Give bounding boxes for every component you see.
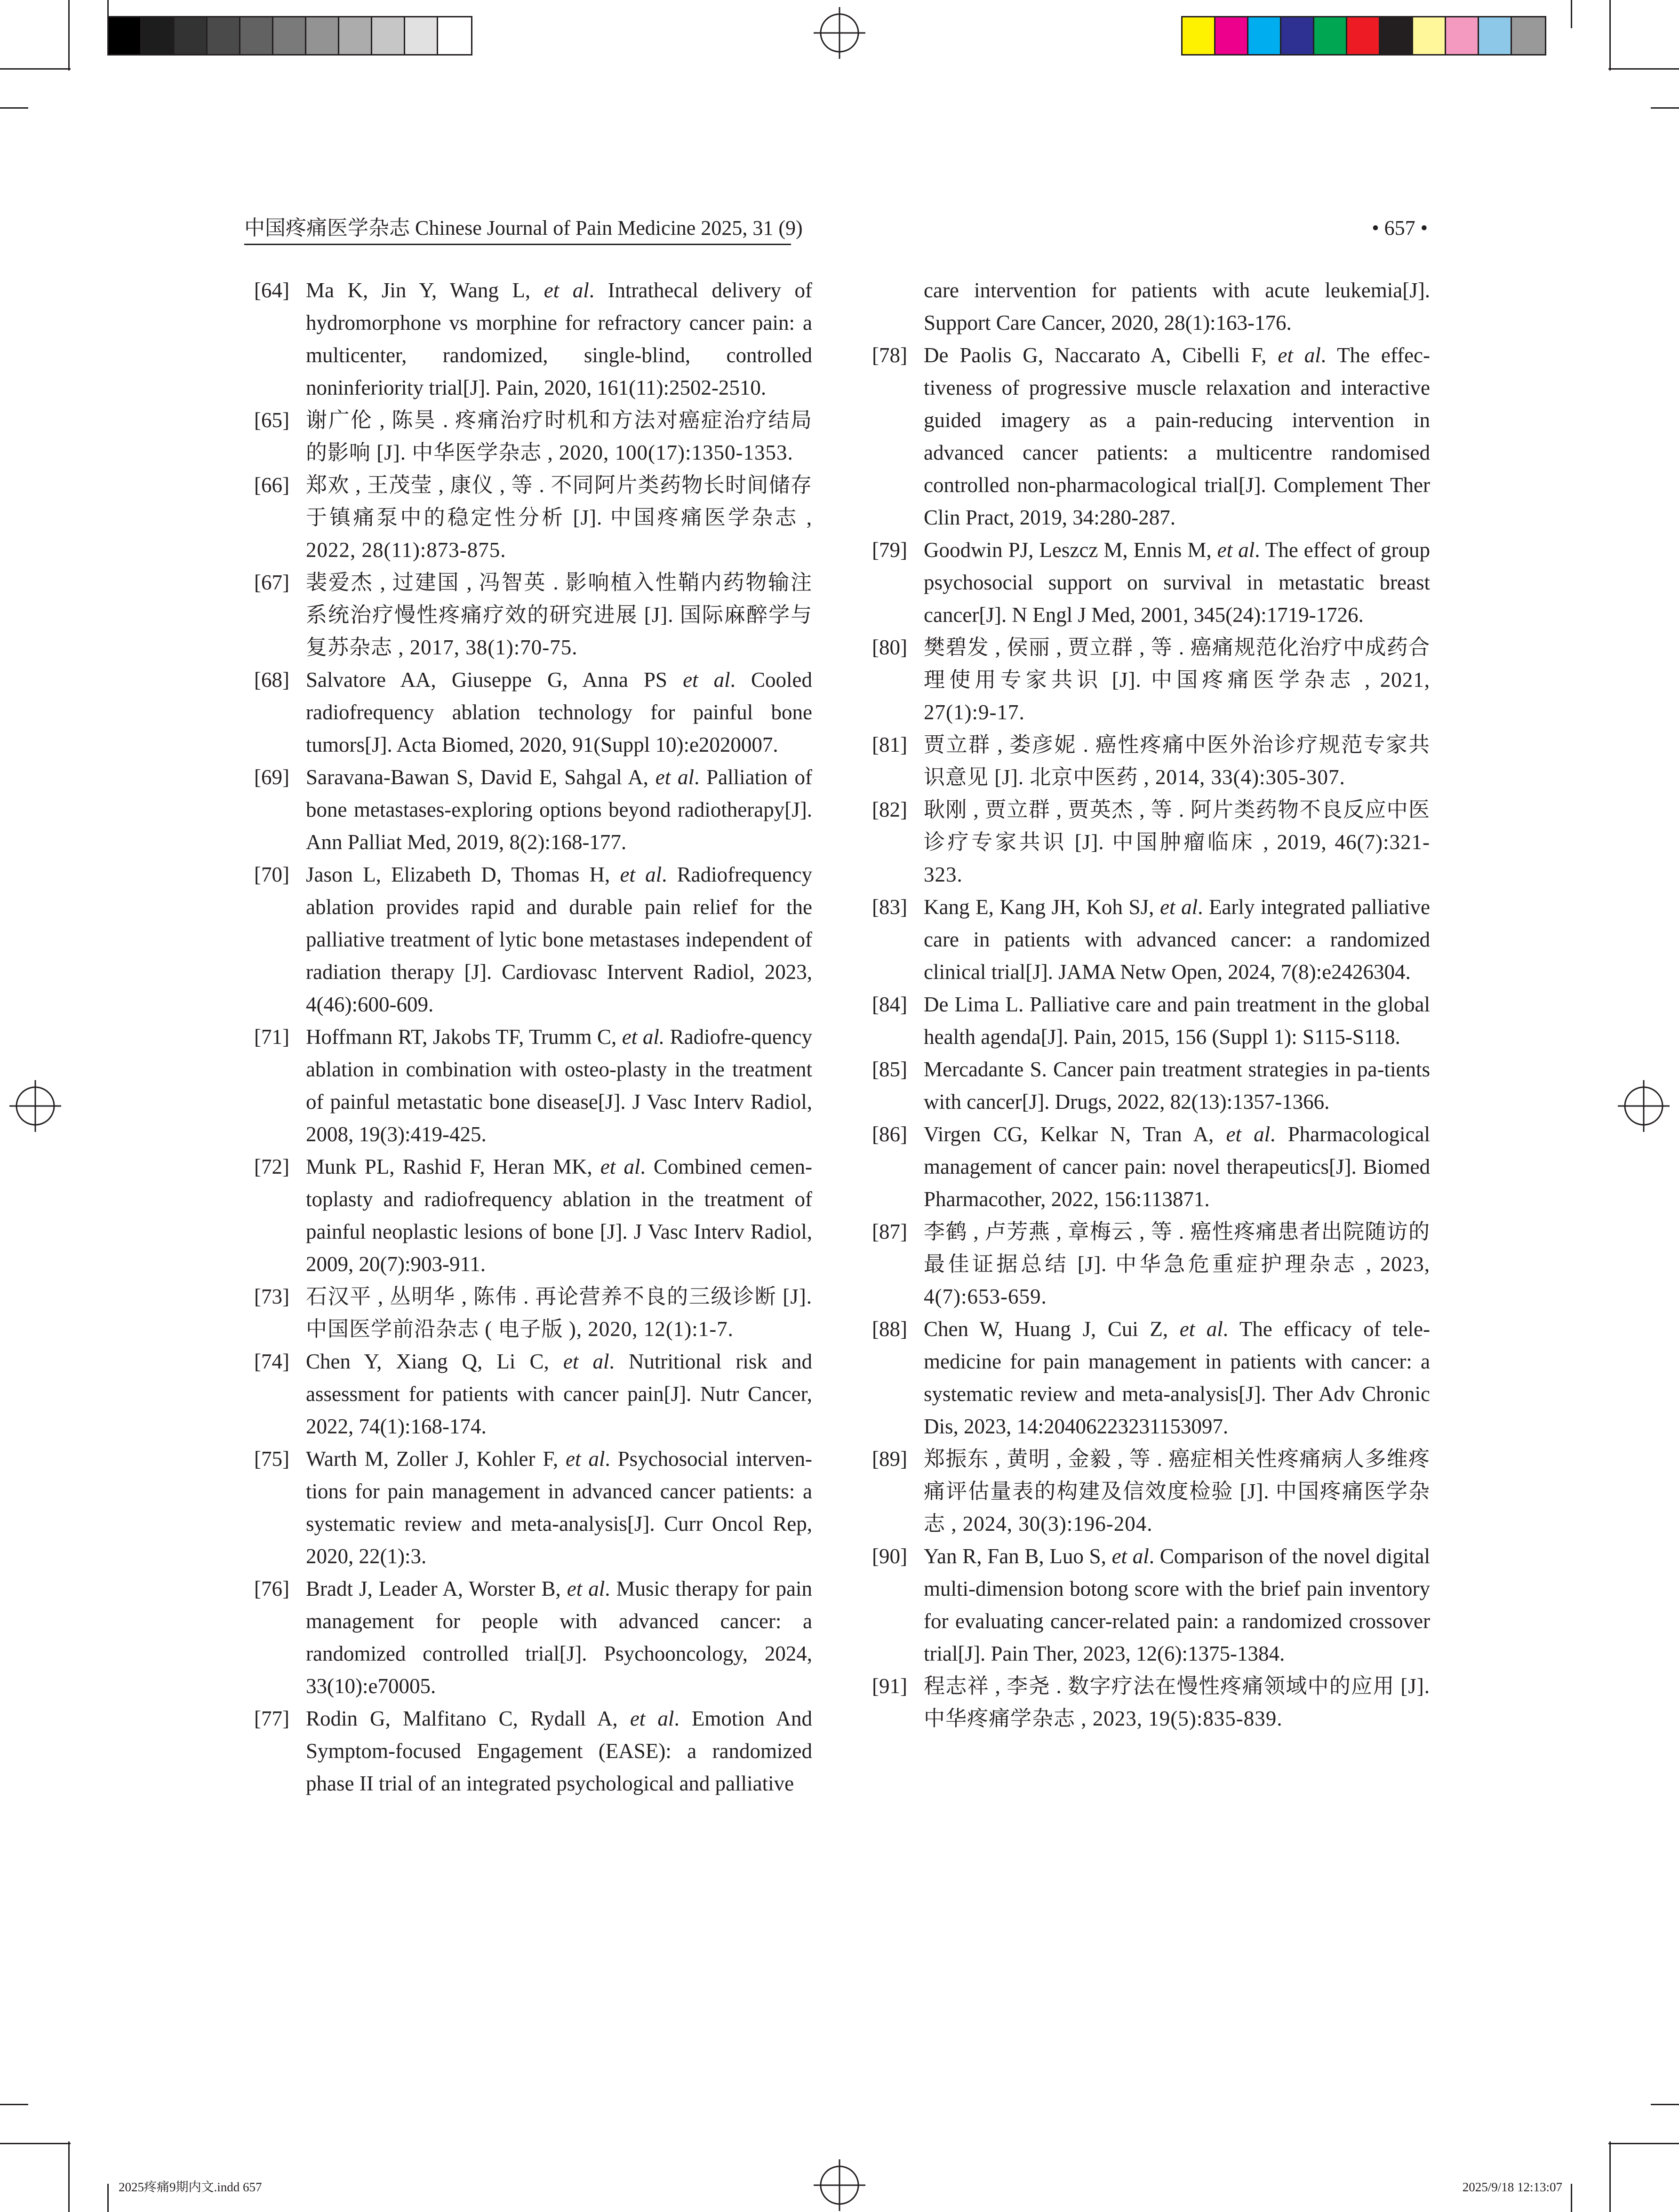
crop-mark [68,2141,70,2212]
reference-item [872,1313,1458,1443]
reference-text [924,1118,1430,1216]
reference-citation: . The effect of group psychosocial support on survival in metastatic breast cancer[J]. N Engl J Med, 2001, 345(24):1719-1726. [924,538,1430,627]
reference-number: [83] [872,895,907,919]
reference-et-al: et al. [622,1025,665,1049]
reference-item [872,1540,1458,1670]
reference-et-al: et al [1179,1317,1223,1341]
color-swatch [339,17,372,54]
reference-number: [69] [254,765,289,789]
reference-text [306,859,812,1021]
color-swatch [438,17,471,54]
reference-number: [64] [254,278,289,302]
crop-mark [0,107,28,109]
reference-text [306,566,812,664]
reference-citation: . Intrathecal delivery of hydromorphone vs morphine for refractory cancer pain: a multicenter, randomized, single-blind, controlled noninferiority trial[J]. Pain, 2020, 161(11):2502-2510. [306,278,812,399]
reference-authors: 谢广伦 , 陈昊 . 疼痛治疗时机和方法对癌症治疗结局的影响 [J]. 中华医学杂志 , 2020, 100(17):1350-1353. [306,408,812,464]
crop-mark [68,0,70,71]
reference-text [924,729,1430,794]
reference-authors: Warth M, Zoller J, Kohler F, [306,1447,566,1471]
crop-mark [1651,107,1679,109]
reference-number: [90] [872,1544,907,1568]
reference-authors: 郑振东 , 黄明 , 金毅 , 等 . 癌症相关性疼痛病人多维疼痛评估量表的构建及信效度检验 [J]. 中国疼痛医学杂志 , 2024, 30(3):196-204. [924,1447,1430,1536]
crop-mark [0,2104,28,2105]
reference-et-al: et al [1159,895,1198,919]
reference-authors: De Paolis G, Naccarato A, Cibelli F, [924,343,1278,367]
reference-text [924,891,1430,988]
reference-text [924,339,1430,534]
reference-number: [67] [254,571,289,594]
color-swatch [240,17,273,54]
reference-text [924,1670,1430,1735]
running-title: 中国疼痛医学杂志 Chinese Journal of Pain Medicine 2025, 31 (9) [244,216,803,239]
reference-number: [66] [254,473,289,497]
reference-authors: care intervention for patients with acute leukemia[J]. Support Care Cancer, 2020, 28(1):163-176. [924,278,1430,334]
reference-number: [70] [254,863,289,886]
reference-text [924,988,1430,1053]
reference-authors: 樊碧发 , 侯丽 , 贾立群 , 等 . 癌痛规范化治疗中成药合理使用专家共识 [J]. 中国疼痛医学杂志 , 2021, 27(1):9-17. [924,636,1430,724]
crop-mark [107,2184,109,2212]
color-swatch [1215,17,1248,54]
reference-item [872,1670,1458,1735]
crop-mark [107,0,109,28]
reference-text [306,1443,812,1573]
reference-number: [86] [872,1122,907,1146]
references-left-column [254,274,840,1800]
reference-et-al: et al [655,765,695,789]
slug-timestamp: 2025/9/18 12:13:07 [1462,2180,1562,2194]
reference-item [872,534,1458,631]
reference-item [872,729,1458,794]
reference-et-al: et al [1226,1122,1271,1146]
color-swatch [208,17,240,54]
reference-citation: . Nutritional risk and assessment for patients with cancer pain[J]. Nutr Cancer, 2022, 74(1):168-174. [306,1350,812,1438]
reference-item [254,761,840,859]
reference-text [924,274,1430,339]
reference-citation: . Music therapy for pain management for people with advanced cancer: a randomized controlled trial[J]. Psychooncology, 2024, 33(10):e70005. [306,1577,812,1698]
color-swatch [109,17,142,54]
reference-citation: . Radiofrequency ablation provides rapid and durable pain relief for the palliative treatment of lytic bone metastases independent of radiation therapy [J]. Cardiovasc Intervent Radiol, 2023, 4(46):600-609. [306,863,812,1016]
registration-mark-icon [814,7,865,59]
reference-text [924,1053,1430,1118]
color-swatch [1248,17,1281,54]
reference-number: [68] [254,668,289,692]
grayscale-calibration-bar [107,16,472,56]
reference-number: [81] [872,733,907,756]
crop-mark [1609,2141,1611,2212]
reference-authors: Yan R, Fan B, Luo S, [924,1544,1112,1568]
reference-item [254,404,840,469]
reference-text [306,1021,812,1151]
reference-citation: . Cooled radiofrequency ablation technology for painful bone tumors[J]. Acta Biomed, 2020, 91(Suppl 10):e2020007. [306,668,812,756]
color-calibration-bar [1181,16,1546,56]
reference-number: [74] [254,1350,289,1373]
reference-text [924,1313,1430,1443]
color-swatch [273,17,306,54]
crop-mark [1609,0,1611,71]
reference-item [254,469,840,566]
reference-item [872,1053,1458,1118]
reference-text [306,469,812,566]
reference-text [306,1345,812,1443]
registration-mark-icon [814,2159,865,2211]
reference-item [872,339,1458,534]
reference-text [924,1443,1430,1540]
header-rule [244,244,791,245]
reference-et-al: et al [600,1155,640,1178]
reference-number: [77] [254,1707,289,1730]
crop-mark [0,2143,71,2144]
reference-number: [78] [872,343,907,367]
reference-number: [75] [254,1447,289,1471]
reference-item [254,1151,840,1281]
color-swatch [1413,17,1446,54]
color-swatch [1446,17,1479,54]
reference-authors: Ma K, Jin Y, Wang L, [306,278,544,302]
reference-text [306,664,812,761]
reference-item [254,1703,840,1800]
reference-item [872,1118,1458,1216]
reference-item [872,1216,1458,1313]
reference-item [254,566,840,664]
reference-authors: 李鹤 , 卢芳燕 , 章梅云 , 等 . 癌性疼痛患者出院随访的最佳证据总结 [J]. 中华急危重症护理杂志 , 2023, 4(7):653-659. [924,1220,1430,1308]
registration-mark-icon [1618,1080,1670,1132]
reference-citation: . The effec-tiveness of progressive muscle relaxation and interactive guided imagery as a pain-reducing intervention in advanced cancer patients: a multicentre randomised controlled non-pharmacological trial[J]. Complement Ther Clin Pract, 2019, 34:280-287. [924,343,1430,529]
registration-mark-icon [9,1080,61,1132]
reference-authors: Munk PL, Rashid F, Heran MK, [306,1155,600,1178]
reference-item [872,1443,1458,1540]
reference-authors: 石汉平 , 丛明华 , 陈伟 . 再论营养不良的三级诊断 [J]. 中国医学前沿杂志 ( 电子版 ), 2020, 12(1):1-7. [306,1285,812,1341]
reference-number: [82] [872,798,907,821]
reference-et-al: et al [683,668,730,692]
reference-authors: 郑欢 , 王茂莹 , 康仪 , 等 . 不同阿片类药物长时间储存于镇痛泵中的稳定性分析 [J]. 中国疼痛医学杂志 , 2022, 28(11):873-875. [306,473,812,562]
reference-text [924,1540,1430,1670]
page-number: • 657 • [1372,216,1428,239]
reference-et-al: et al [566,1447,605,1471]
reference-number: [87] [872,1220,907,1243]
reference-number: [84] [872,993,907,1016]
reference-authors: Goodwin PJ, Leszcz M, Ennis M, [924,538,1217,562]
slug-filename: 2025疼痛9期内文.indd 657 [119,2180,262,2194]
color-swatch [1512,17,1545,54]
color-swatch [1281,17,1314,54]
reference-et-al: et al [1278,343,1321,367]
reference-authors: Salvatore AA, Giuseppe G, Anna PS [306,668,683,692]
reference-authors: Virgen CG, Kelkar N, Tran A, [924,1122,1226,1146]
color-swatch [175,17,208,54]
reference-text [306,1151,812,1281]
reference-text [306,1281,812,1345]
reference-citation: . Pharmacological management of cancer pain: novel therapeutics[J]. Biomed Pharmacother, 2022, 156:113871. [924,1122,1431,1211]
reference-item [254,1345,840,1443]
reference-item [872,274,1458,339]
reference-number: [85] [872,1058,907,1081]
reference-authors: Mercadante S. Cancer pain treatment strategies in pa-tients with cancer[J]. Drugs, 2022, 82(13):1357-1366. [924,1058,1430,1114]
reference-text [924,631,1430,729]
reference-citation: . Emotion And Symptom-focused Engagement (EASE): a randomized phase II trial of an integrated psychological and palliative [306,1707,812,1795]
reference-authors: Bradt J, Leader A, Worster B, [306,1577,567,1600]
reference-authors: 程志祥 , 李尧 . 数字疗法在慢性疼痛领域中的应用 [J]. 中华疼痛学杂志 , 2023, 19(5):835-839. [924,1674,1431,1730]
reference-number: [65] [254,408,289,432]
reference-et-al: et al [630,1707,674,1730]
reference-number: [71] [254,1025,289,1049]
reference-number: [80] [872,636,907,659]
reference-citation: . Combined cemen-toplasty and radiofrequency ablation in the treatment of painful neoplastic lesions of bone [J]. J Vasc Interv Radiol, 2009, 20(7):903-911. [306,1155,812,1276]
reference-et-al: et al [544,278,589,302]
reference-text [924,534,1430,631]
reference-citation: . Psychosocial interven-tions for pain management in advanced cancer patients: a systematic review and meta-analysis[J]. Curr Oncol Rep, 2020, 22(1):3. [306,1447,812,1568]
reference-text [924,794,1430,891]
reference-number: [91] [872,1674,907,1698]
reference-authors: Jason L, Elizabeth D, Thomas H, [306,863,620,886]
reference-et-al: et al [563,1350,609,1373]
reference-authors: 耿刚 , 贾立群 , 贾英杰 , 等 . 阿片类药物不良反应中医诊疗专家共识 [J]. 中国肿瘤临床 , 2019, 46(7):321-323. [924,798,1430,886]
reference-number: [76] [254,1577,289,1600]
reference-number: [79] [872,538,907,562]
reference-et-al: et al [1217,538,1255,562]
references-right-column [872,274,1458,1735]
reference-citation: . Early integrated palliative care in patients with advanced cancer: a randomized clinical trial[J]. JAMA Netw Open, 2024, 7(8):e2426304. [924,895,1430,984]
reference-et-al: et al [620,863,662,886]
reference-item [254,274,840,404]
color-swatch [1380,17,1413,54]
reference-item [872,631,1458,729]
color-swatch [1347,17,1380,54]
reference-text [306,274,812,404]
reference-number: [72] [254,1155,289,1178]
crop-mark [1571,0,1572,28]
reference-authors: Chen W, Huang J, Cui Z, [924,1317,1180,1341]
color-swatch [306,17,339,54]
color-swatch [405,17,438,54]
reference-authors: Hoffmann RT, Jakobs TF, Trumm C, [306,1025,622,1049]
crop-mark [1651,2104,1679,2105]
reference-authors: Chen Y, Xiang Q, Li C, [306,1350,563,1373]
reference-authors: 裴爱杰 , 过建国 , 冯智英 . 影响植入性鞘内药物输注系统治疗慢性疼痛疗效的研究进展 [J]. 国际麻醉学与复苏杂志 , 2017, 38(1):70-75. [306,571,812,659]
reference-text [306,404,812,469]
reference-authors: Rodin G, Malfitano C, Rydall A, [306,1707,630,1730]
reference-authors: 贾立群 , 娄彦妮 . 癌性疼痛中医外治诊疗规范专家共识意见 [J]. 北京中医药 , 2014, 33(4):305-307. [924,733,1430,789]
reference-authors: Kang E, Kang JH, Koh SJ, [924,895,1160,919]
reference-item [254,859,840,1021]
reference-citation: . The efficacy of tele-medicine for pain management in patients with cancer: a systematic review and meta-analysis[J]. Ther Adv Chronic Dis, 2023, 14:20406223231153097. [924,1317,1430,1438]
color-swatch [142,17,175,54]
reference-authors: De Lima L. Palliative care and pain treatment in the global health agenda[J]. Pain, 2015, 156 (Suppl 1): S115-S118. [924,993,1430,1049]
reference-item [254,1281,840,1345]
reference-number: [89] [872,1447,907,1471]
reference-text [924,1216,1430,1313]
reference-et-al: et al [567,1577,605,1600]
reference-citation: . Comparison of the novel digital multi-dimension botong score with the brief pain inventory for evaluating cancer-related pain: a randomized crossover trial[J]. Pain Ther, 2023, 12(6):1375-1384. [924,1544,1430,1665]
reference-item [254,664,840,761]
reference-authors: Saravana-Bawan S, David E, Sahgal A, [306,765,656,789]
reference-citation: . Palliation of bone metastases-exploring options beyond radiotherapy[J]. Ann Palliat Med, 2019, 8(2):168-177. [306,765,812,854]
crop-mark [1571,2184,1572,2212]
reference-text [306,1573,812,1703]
crop-mark [1608,2143,1679,2144]
crop-mark [0,68,71,70]
color-swatch [372,17,405,54]
reference-item [872,794,1458,891]
reference-item [254,1443,840,1573]
reference-number: [88] [872,1317,907,1341]
reference-item [872,891,1458,988]
reference-text [306,761,812,859]
reference-item [872,988,1458,1053]
color-swatch [1314,17,1347,54]
color-swatch [1183,17,1215,54]
reference-text [306,1703,812,1800]
reference-number: [73] [254,1285,289,1308]
reference-citation: Radiofre-quency ablation in combination with osteo-plasty in the treatment of painful metastatic bone disease[J]. J Vasc Interv Radiol, 2008, 19(3):419-425. [306,1025,812,1146]
reference-item [254,1573,840,1703]
crop-mark [1608,68,1679,70]
reference-et-al: et al [1111,1544,1149,1568]
reference-item [254,1021,840,1151]
color-swatch [1479,17,1512,54]
